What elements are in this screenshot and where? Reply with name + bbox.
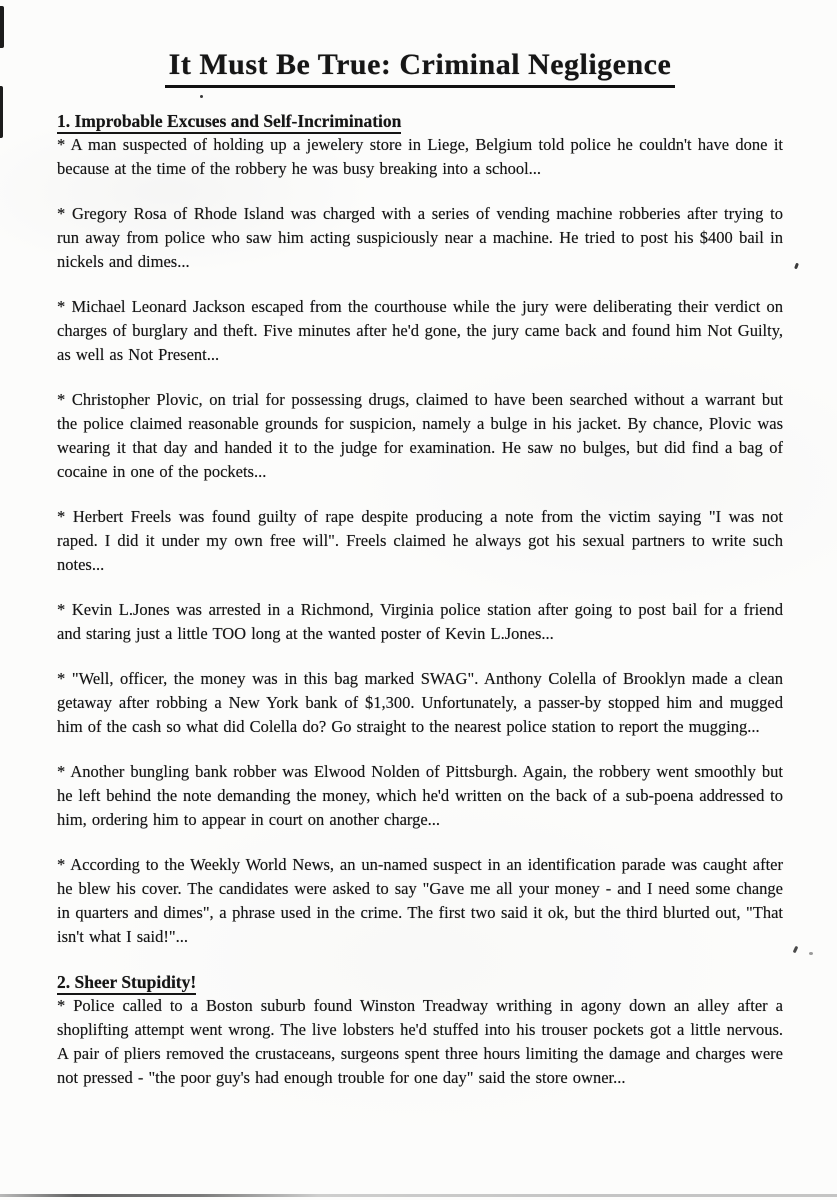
section-heading-text: 2. Sheer Stupidity! xyxy=(57,972,196,995)
story-paragraph: * Kevin L.Jones was arrested in a Richmond, Virginia police station after going to post bail for a friend and staring just a little TOO long at the wanted poster of Kevin L.Jones... xyxy=(57,600,783,643)
story-paragraph: * "Well, officer, the money was in this bag marked SWAG". Anthony Colella of Brooklyn made a clean getaway after robbing a New York bank of $1,300. Unfortunately, a passer-by stopped him and mugged him of the cash so what did Colella do? Go straight to the nearest police station to report the mugging... xyxy=(57,669,783,736)
story-paragraph: * Christopher Plovic, on trial for possessing drugs, claimed to have been searched without a warrant but the police claimed reasonable grounds for suspicion, namely a bulge in his jacket. By chance, Plovic was wearing it that day and handed it to the judge for examination. He saw no bulges, but did find a bag of cocaine in one of the pockets... xyxy=(57,390,783,481)
section-heading-text: 1. Improbable Excuses and Self-Incrimination xyxy=(57,111,401,134)
scan-speck xyxy=(794,263,799,270)
story-paragraph: * Michael Leonard Jackson escaped from the courthouse while the jury were deliberating their verdict on charges of burglary and theft. Five minutes after he'd gone, the jury came back and found him Not Guilty, as well as Not Present... xyxy=(57,297,783,364)
scan-speck xyxy=(200,95,203,98)
section-sheer-stupidity xyxy=(57,970,783,1090)
section-heading xyxy=(57,109,783,133)
story-paragraph: * Herbert Freels was found guilty of rape despite producing a note from the victim saying "I was not raped. I did it under my own free will". Freels claimed he always got his sexual partners to write such notes... xyxy=(57,507,783,574)
story-paragraph: * Police called to a Boston suburb found Winston Treadway writhing in agony down an alley after a shoplifting attempt went wrong. The live lobsters he'd stuffed into his trouser pockets got a little nervous. A pair of pliers removed the crustaceans, surgeons spent three hours limiting the damage and charges were not pressed - "the poor guy's had enough trouble for one day" said the store owner... xyxy=(57,996,783,1087)
story-paragraph: * A man suspected of holding up a jewelery store in Liege, Belgium told police he couldn't have done it because at the time of the robbery he was busy breaking into a school... xyxy=(57,135,783,178)
section-improbable-excuses xyxy=(57,109,783,949)
story-paragraph: * According to the Weekly World News, an un-named suspect in an identification parade was caught after he blew his cover. The candidates were asked to say "Gave me all your money - and I need some change in quarters and dimes", a phrase used in the crime. The first two said it ok, but the third blurted out, "That isn't what I said!"... xyxy=(57,855,783,946)
scan-speck xyxy=(809,952,813,955)
page-title xyxy=(57,46,783,88)
scan-artifact-left-top xyxy=(0,6,4,48)
scan-artifact-left-mid xyxy=(0,86,3,138)
scan-speck xyxy=(793,946,799,954)
story-paragraph: * Another bungling bank robber was Elwood Nolden of Pittsburgh. Again, the robbery went smoothly but he left behind the note demanding the money, which he'd written on the back of a sub-poena addressed to him, ordering him to appear in court on another charge... xyxy=(57,762,783,829)
scan-edge-line xyxy=(0,1194,837,1197)
story-paragraph: * Gregory Rosa of Rhode Island was charged with a series of vending machine robberies after trying to run away from police who saw him acting suspiciously near a machine. He tried to post his $400 bail in nickels and dimes... xyxy=(57,204,783,271)
page-title-text: It Must Be True: Criminal Negligence xyxy=(165,46,676,88)
section-heading xyxy=(57,970,783,994)
